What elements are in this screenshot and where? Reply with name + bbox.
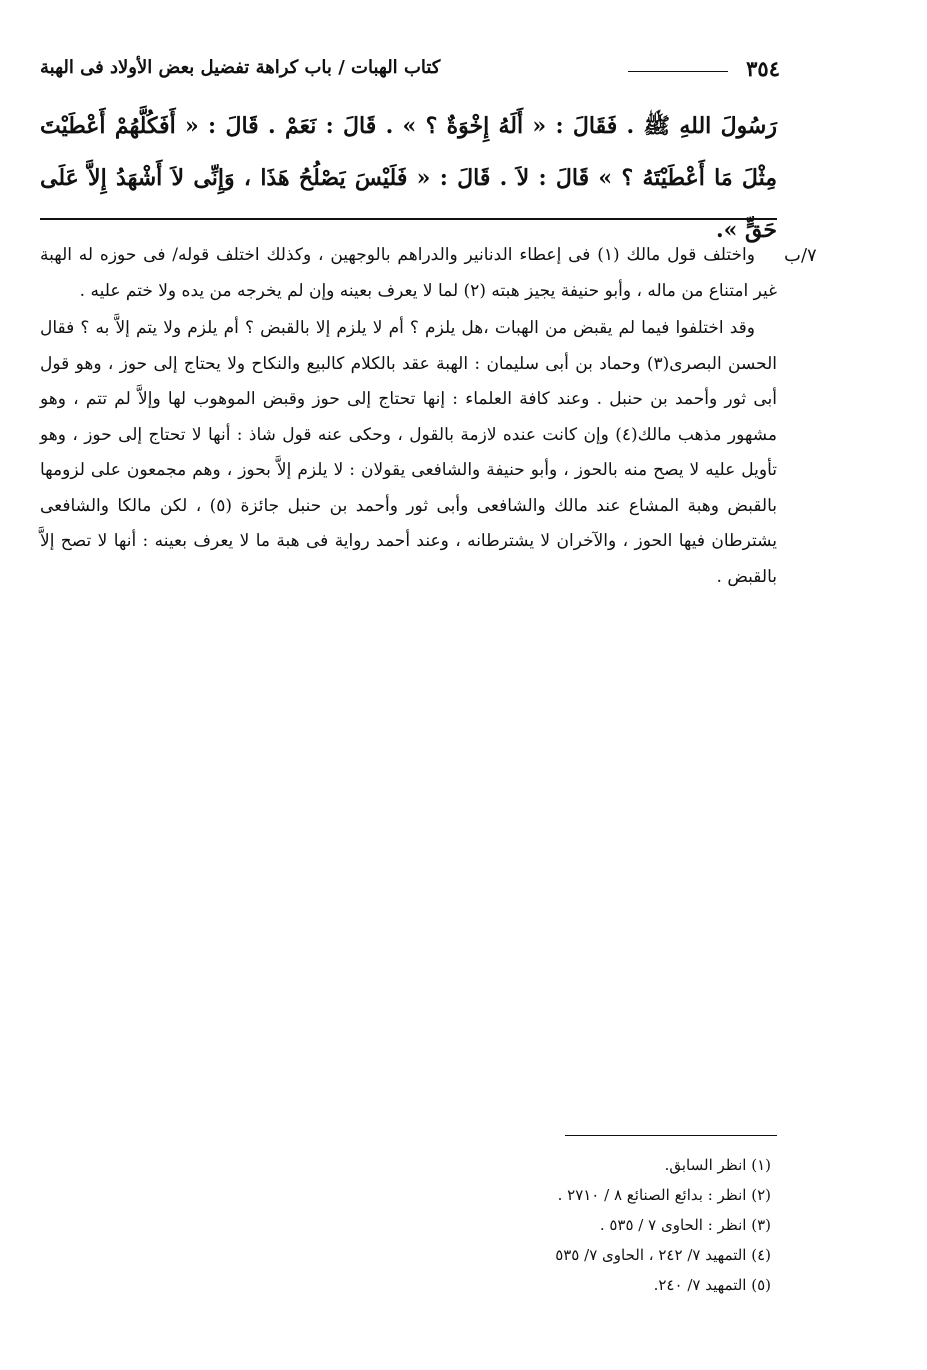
footnote-item: (٤) التمهيد ٧/ ٢٤٢ ، الحاوى ٧/ ٥٣٥ — [555, 1246, 771, 1264]
section-divider — [40, 218, 777, 220]
margin-folio-reference: ٧/ب — [784, 245, 817, 266]
commentary-paragraph: واختلف قول مالك (١) فى إعطاء الدنانير والدراهم بالوجهين ، وكذلك اختلف قوله/ فى حوزه له الهبة غير امتناع من ماله ، وأبو حنيفة يجيز هبته (٢) لما لا يعرف بعينه وإن لم يخرجه من يده ولا ختم عليه . — [40, 245, 777, 301]
hadith-text: رَسُولَ اللهِ ﷺ . فَقَالَ : « أَلَهُ إِخْوَةٌ ؟ » . قَالَ : نَعَمْ . قَالَ : « أَفَكُلَّهُمْ أَعْطَيْتَ مِثْلَ مَا أَعْطَيْتَهُ ؟ » قَالَ : لاَ . قَالَ : « فَلَيْسَ يَصْلُحُ هَذَا ، وَإِنِّى لاَ أَشْهَدُ إِلاَّ عَلَى حَقٍّ ». — [40, 113, 777, 243]
page-number: ٣٥٤ — [746, 56, 780, 81]
commentary-body — [40, 238, 777, 595]
footnotes — [440, 1150, 777, 1300]
header-rule — [628, 71, 728, 72]
footnote-item: (٥) التمهيد ٧/ ٢٤٠. — [653, 1276, 771, 1294]
running-title: كتاب الهبات / باب كراهة تفضيل بعض الأولاد فى الهبة — [40, 57, 441, 78]
page-header — [40, 56, 780, 90]
footnote-item: (٢) انظر : بدائع الصنائع ٨ / ٢٧١٠ . — [557, 1186, 771, 1204]
commentary-paragraph: وقد اختلفوا فيما لم يقبض من الهبات ،هل يلزم ؟ أم لا يلزم إلا بالقبض ؟ أم يلزم ولا يتم إلاَّ به ؟ فقال الحسن البصرى(٣) وحماد بن أبى سليمان : الهبة عقد بالكلام كالبيع والنكاح ولا يحتاج إلى حوز ، وهو قول أبى ثور وأحمد بن حنبل . وعند كافة العلماء : إنها تحتاج إلى حوز وقبض الموهوب لها وإلاَّ لم تتم ، وهو مشهور مذهب مالك(٤) وإن كانت عنده لازمة بالقول ، وحكى عنه قول شاذ : أنها لا تحتاج إلى حوز ، وهو تأويل عليه لا يصح منه بالحوز ، وأبو حنيفة والشافعى يقولان : لا يلزم إلاَّ بحوز ، وهم مجمعون على لزومها بالقبض وهبة المشاع عند مالك والشافعى وأبى ثور وأحمد بن حنبل جائزة (٥) ، لكن مالكا والشافعى يشترطان فيها الحوز ، والآخران لا يشترطانه ، وعند أحمد رواية فى هبة ما لا يعرف بعينه : أنها لا تصح إلاَّ بالقبض . — [40, 318, 778, 587]
footnote-item: (٣) انظر : الحاوى ٧ / ٥٣٥ . — [599, 1216, 771, 1234]
footnote-separator — [565, 1135, 777, 1136]
footnote-item: (١) انظر السابق. — [664, 1156, 771, 1174]
